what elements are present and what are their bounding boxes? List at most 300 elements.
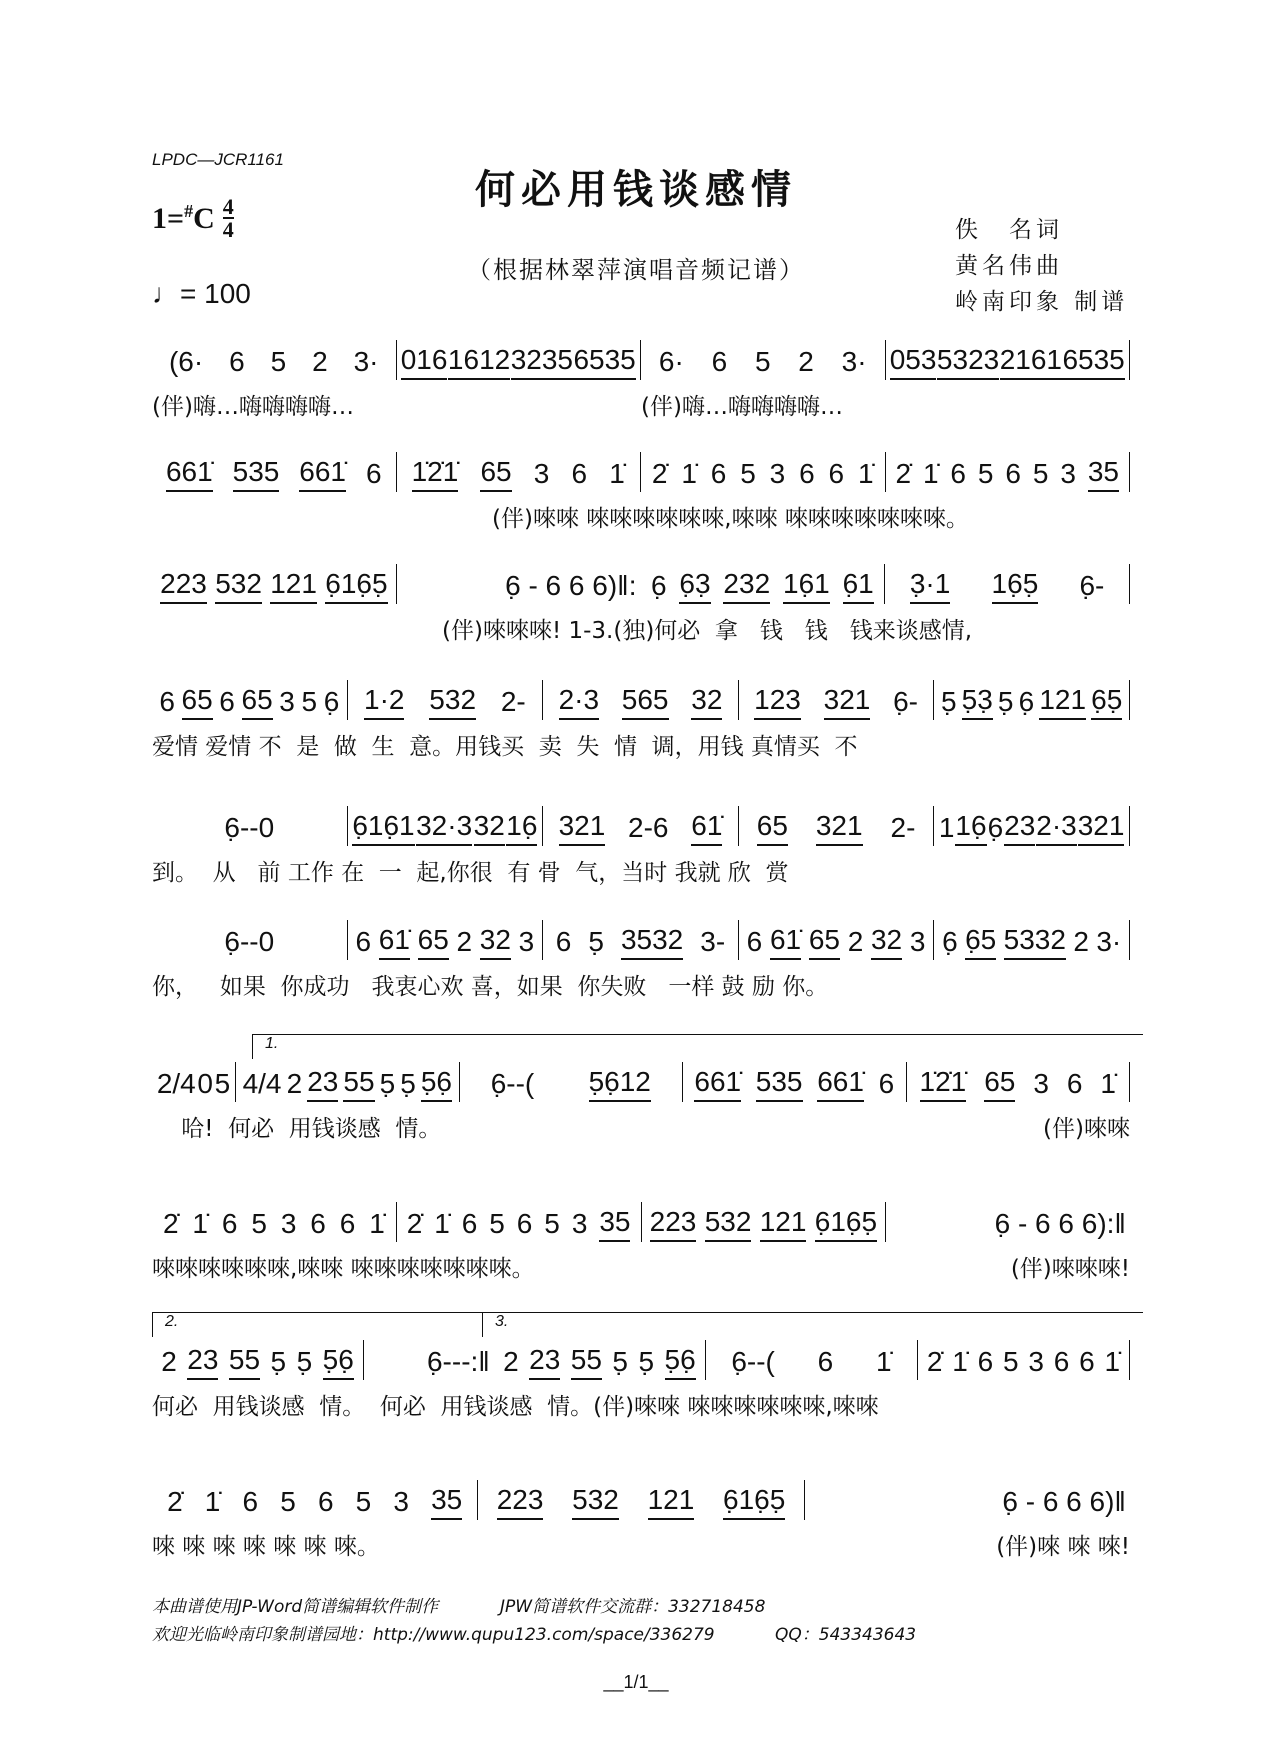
note-group: 6̣3̣ <box>679 568 710 604</box>
note-group: 6 <box>977 1346 994 1377</box>
note-group: 661̇ <box>817 1066 864 1102</box>
lyrics-line <box>152 388 1130 421</box>
tempo-value: = 100 <box>180 278 251 309</box>
note-group: 65 <box>480 456 511 492</box>
note-group: 55 <box>343 1066 374 1102</box>
volta-bracket: 2. <box>152 1312 485 1337</box>
measure <box>739 920 935 960</box>
score-row <box>152 452 1130 532</box>
measure <box>706 1340 918 1380</box>
note-group: 2 <box>798 346 814 377</box>
song-title: 何必用钱谈感情 <box>475 166 797 213</box>
note-group: 6535 <box>1062 344 1124 380</box>
note-group: 61̇ <box>770 924 801 960</box>
note-group: 32 <box>871 924 902 960</box>
notes-line <box>152 1480 1130 1520</box>
note-group: 2 <box>503 1346 519 1377</box>
note-group: 6̣16̣5̣ <box>325 568 387 604</box>
key-note: C <box>193 201 215 235</box>
measure <box>397 1202 642 1242</box>
note-group: 65 <box>242 684 273 720</box>
note-group: 32 <box>480 924 511 960</box>
note-group: 2/4 <box>156 1068 196 1099</box>
measure-with-repeat-barline: 6̣ - 6 6 6)‖ <box>1002 1486 1126 1517</box>
measure <box>886 452 1131 492</box>
note-group: 6 <box>355 926 372 957</box>
note-group: 6̣- <box>1079 570 1105 601</box>
note-group: 2- <box>500 686 526 717</box>
note-group: (6· <box>168 346 204 377</box>
lyric-text: (伴)唻唻唻! <box>1010 1256 1130 1282</box>
lyric-text: (伴)唻唻唻! 1-3.(独)何必 拿 钱 钱 钱来谈感情, <box>442 618 973 644</box>
lyric-text: 唻 唻 唻 唻 唻 唻 唻。 <box>152 1534 380 1560</box>
notes-line <box>152 920 1130 960</box>
note-group: 6̣5 <box>965 924 996 960</box>
note-group: 6̣16̣5̣ <box>815 1206 877 1242</box>
lyric-text: (伴)唻唻 唻唻唻唻唻唻,唻唻 唻唻唻唻唻唻唻。 <box>492 506 969 532</box>
measure <box>364 1340 494 1380</box>
note-group: 532 <box>572 1484 619 1520</box>
lyric-text: 到。 从 前 工作 在 一 起,你很 有 骨 气，当时 我就 欣 赏 <box>152 860 789 886</box>
lyric-text: (伴)嗨…嗨嗨嗨嗨… <box>641 394 843 420</box>
note-group: 5323 <box>937 344 999 380</box>
note-group: 55 <box>571 1344 602 1380</box>
lyrics-line <box>152 854 1130 887</box>
composer: 黄名伟曲 <box>955 253 1063 279</box>
note-group: 35 <box>431 1484 462 1520</box>
note-group: 5̣ <box>270 1346 287 1377</box>
note-group: 1 <box>938 812 955 843</box>
measure-with-repeat-barline: 6̣ - 6 6 6)‖: <box>505 570 637 601</box>
note-group: 5 <box>977 458 994 489</box>
notes-line <box>152 340 1130 380</box>
key-signature <box>152 196 234 240</box>
note-group: 1̇ <box>681 458 697 489</box>
note-group: 532 <box>705 1206 752 1242</box>
note-group: 6̣--0 <box>224 812 275 843</box>
measure <box>236 1062 459 1102</box>
note-group: 121 <box>1039 684 1086 720</box>
note-group: 5332 <box>1004 924 1066 960</box>
note-group: 65 <box>757 810 788 846</box>
song-subtitle: （根据林翠萍演唱音频记谱） <box>467 256 805 284</box>
note-group: 65 <box>809 924 840 960</box>
note-group: 6̣--( <box>490 1068 535 1099</box>
note-group: 6̣--0 <box>224 926 275 957</box>
note-group: 661̇ <box>694 1066 741 1102</box>
lyric-text: (伴)唻唻 <box>1043 1116 1130 1142</box>
note-group: 0 <box>197 1068 213 1099</box>
note-group: 65 <box>418 924 449 960</box>
note-group: 6535 <box>573 344 635 380</box>
volta-bracket: 1. <box>252 1034 1143 1059</box>
note-group: 23 <box>187 1344 218 1380</box>
measure <box>886 1202 1130 1242</box>
note-group: 5 <box>489 1208 505 1239</box>
measure <box>348 920 544 960</box>
measure <box>934 920 1130 960</box>
note-group: 661̇ <box>299 456 346 492</box>
note-group: 6 <box>817 1346 834 1377</box>
score-row <box>152 1202 1130 1282</box>
note-group: 3 <box>280 1208 297 1239</box>
volta-bracket: 3. <box>482 1312 1143 1337</box>
notes-line <box>152 1062 1130 1102</box>
note-group: 2̇ <box>651 458 668 489</box>
score-code: LPDC—JCR1161 <box>152 150 284 169</box>
note-group: 6 <box>242 1486 259 1517</box>
measure <box>642 1202 887 1242</box>
note-group: 3 <box>769 458 786 489</box>
note-group: 223 <box>650 1206 697 1242</box>
note-group: 6̣ <box>650 570 667 601</box>
note-group: 2̇ <box>895 458 912 489</box>
note-group: 232 <box>723 568 770 604</box>
note-group: 6̣ <box>987 812 1004 843</box>
note-group: 123 <box>754 684 801 720</box>
note-group: 6 <box>516 1208 533 1239</box>
note-group: 5̣6̣ <box>323 1344 354 1380</box>
note-group: 5 <box>251 1208 267 1239</box>
note-group: 3̣·1 <box>910 568 950 604</box>
note-group: 6 <box>1005 458 1021 489</box>
note-group: 6 <box>317 1486 334 1517</box>
lyrics-line <box>152 968 1130 1001</box>
footer-software: 本曲谱使用JP-Word简谱编辑软件制作 <box>152 1597 439 1617</box>
note-group: 6̣16̣5̣ <box>723 1484 785 1520</box>
note-group: 6 <box>799 458 815 489</box>
note-group: 6̣16̣1 <box>352 810 414 846</box>
note-group: 6· <box>658 346 684 377</box>
footer-website: 欢迎光临岭南印象制谱园地：http://www.qupu123.com/space/336279 <box>152 1625 715 1645</box>
credits <box>955 212 1128 320</box>
note-group: 1·2 <box>364 684 404 720</box>
note-group: 321 <box>816 810 863 846</box>
note-group: 223 <box>497 1484 544 1520</box>
note-group: 5 <box>1002 1346 1019 1377</box>
note-group: 5 <box>544 1208 560 1239</box>
note-group: 5̣ <box>940 686 957 717</box>
note-group: 6 <box>339 1208 356 1239</box>
note-group: 3· <box>1096 926 1122 957</box>
note-group: 16̣ <box>955 810 986 846</box>
lyric-text: 唻唻唻唻唻唻,唻唻 唻唻唻唻唻唻唻。 <box>152 1256 535 1282</box>
lyric-text: (伴)唻 唻 唻! <box>996 1534 1130 1560</box>
lyrics-line <box>152 1250 1130 1283</box>
note-group: 35 <box>599 1206 630 1242</box>
note-group: 6̣- <box>893 686 918 717</box>
note-group: 1̇ <box>1104 1346 1121 1377</box>
note-group: 3 <box>1028 1346 1044 1377</box>
score-row <box>152 1480 1130 1560</box>
measure <box>886 340 1131 380</box>
note-group: 1̇ <box>609 458 625 489</box>
note-group: 5̣6̣ <box>665 1344 696 1380</box>
note-group: 6 <box>310 1208 326 1239</box>
note-group: 5 <box>301 686 318 717</box>
measure <box>397 564 641 604</box>
measure <box>543 920 739 960</box>
time-top: 4 <box>222 194 234 219</box>
note-group: 6̣ <box>942 926 958 957</box>
measure <box>348 680 544 720</box>
note-group: 6 <box>571 458 588 489</box>
note-group: 535 <box>756 1066 803 1102</box>
measure-with-repeat-barline: 6̣ - 6 6 6):‖ <box>994 1208 1126 1239</box>
note-group: 3532 <box>621 924 683 960</box>
note-group: 5̣3̣ <box>962 684 993 720</box>
score-row <box>152 806 1130 886</box>
score-row <box>152 1313 1130 1420</box>
note-group: 535 <box>233 456 280 492</box>
note-group: 6̣--( <box>731 1346 775 1377</box>
note-group: 321 <box>559 810 606 846</box>
notes-line <box>152 806 1130 846</box>
notes-line <box>152 564 1130 604</box>
note-group: 321 <box>1078 810 1125 846</box>
note-group: 6̣5̣ <box>1091 684 1122 720</box>
note-group: 6 <box>365 458 382 489</box>
note-group: 32·3 <box>416 810 472 846</box>
lyric-text: (伴)嗨…嗨嗨嗨嗨… <box>152 394 354 420</box>
score-row <box>152 1035 1130 1142</box>
note-group: 532 <box>215 568 262 604</box>
note-group: 3 <box>279 686 295 717</box>
measure <box>641 452 886 492</box>
note-group: 5̣6̣12 <box>589 1066 651 1102</box>
lyric-text: 何必 用钱谈感 情。 何必 用钱谈感 情。(伴)唻唻 唻唻唻唻唻唻,唻唻 <box>152 1394 879 1420</box>
note-group: 2̇ <box>162 1208 179 1239</box>
measure <box>397 340 642 380</box>
measure <box>739 680 935 720</box>
note-group: 2̇ <box>167 1486 183 1517</box>
note-group: 3 <box>533 458 550 489</box>
note-group: 2 <box>1073 926 1089 957</box>
note-group: 532 <box>429 684 476 720</box>
note-group: 121 <box>270 568 317 604</box>
note-group: 2- <box>890 812 916 843</box>
note-group: 053 <box>890 344 937 380</box>
note-group: 5̣ <box>296 1346 313 1377</box>
note-group: 1̇ <box>952 1346 968 1377</box>
note-group: 5̣ <box>400 1068 416 1099</box>
note-group: 4/4 <box>242 1068 282 1099</box>
notes-line <box>152 1340 1130 1380</box>
measure <box>348 806 544 846</box>
note-group: 5 <box>740 458 756 489</box>
note-group: 3235 <box>511 344 573 380</box>
lyric-text: 你， 如果 你成功 我衷心欢 喜，如果 你失败 一样 鼓 励 你。 <box>152 974 829 1000</box>
note-group: 3· <box>353 346 379 377</box>
note-group: 2̇ <box>406 1208 423 1239</box>
note-group: 1̇ <box>369 1208 385 1239</box>
note-group: 2̇ <box>926 1346 943 1377</box>
note-group: 3 <box>1060 458 1076 489</box>
measure <box>885 564 1130 604</box>
lyrics-line <box>152 500 1130 533</box>
note-group: 5̣6̣ <box>421 1066 452 1102</box>
note-group: 1̇ <box>204 1486 221 1517</box>
note-group: 223 <box>160 568 207 604</box>
note-group: 65 <box>182 684 213 720</box>
note-group: 3 <box>518 926 535 957</box>
measure <box>907 1062 1130 1102</box>
note-group: 32 <box>691 684 722 720</box>
note-group: 6 <box>710 458 727 489</box>
note-group: 5̣ <box>379 1068 396 1099</box>
score-row <box>152 564 1130 644</box>
note-group: 5̣ <box>612 1346 628 1377</box>
note-group: 1̇2̇1̇ <box>412 456 459 492</box>
note-group: 3- <box>700 926 726 957</box>
note-group: 1̇ <box>192 1208 208 1239</box>
note-group: 016 <box>401 344 448 380</box>
note-group: 6̣1 <box>843 568 874 604</box>
note-group: 2 <box>456 926 473 957</box>
measure <box>494 1340 706 1380</box>
note-group: 5 <box>270 346 287 377</box>
note-group: 1̇ <box>1100 1068 1116 1099</box>
key-prefix: 1= <box>152 201 185 235</box>
measure <box>152 1480 478 1520</box>
note-group: 1̇ <box>876 1346 892 1377</box>
note-group: 1612 <box>448 344 510 380</box>
note-group: 1̇ <box>922 458 939 489</box>
lyrics-line <box>152 728 1130 761</box>
measure <box>152 1340 364 1380</box>
note-group: 6 <box>221 1208 238 1239</box>
note-group: 5 <box>754 346 771 377</box>
note-group: 565 <box>622 684 669 720</box>
measure <box>805 1480 1130 1520</box>
note-group: 61̇ <box>691 810 722 846</box>
measure <box>934 680 1130 720</box>
note-group: 6 <box>555 926 572 957</box>
note-group: 6 <box>1066 1068 1083 1099</box>
note-group: 5 <box>1032 458 1049 489</box>
measure <box>739 806 935 846</box>
note-group: 3 <box>571 1208 588 1239</box>
note-group: 5̣ <box>588 926 604 957</box>
note-group: 6 <box>711 346 728 377</box>
measure <box>918 1340 1130 1380</box>
note-group: 6 <box>878 1068 895 1099</box>
arranger: 岭南印象 制谱 <box>955 289 1129 315</box>
note-group: 3 <box>909 926 926 957</box>
note-group: 6 <box>950 458 966 489</box>
note-group: 1̇2̇1̇ <box>920 1066 967 1102</box>
note-group: 6 <box>229 346 245 377</box>
note-group: 5 <box>280 1486 296 1517</box>
footer-qq: QQ：543343643 <box>775 1625 917 1645</box>
note-group: 6 <box>159 686 175 717</box>
notes-line <box>152 680 1130 720</box>
measure <box>478 1480 804 1520</box>
lyricist: 佚 名词 <box>955 217 1063 243</box>
note-group: 3 <box>1033 1068 1049 1099</box>
measure <box>152 452 397 492</box>
note-group: 121 <box>648 1484 695 1520</box>
measure <box>152 806 348 846</box>
lyrics-line <box>152 1110 1130 1143</box>
note-group: 6 <box>1053 1346 1070 1377</box>
measure <box>152 340 397 380</box>
lyric-text: 爱情 爱情 不 是 做 生 意。用钱买 卖 失 情 调，用钱 真情买 不 <box>152 734 858 760</box>
notes-line <box>152 452 1130 492</box>
measure <box>460 1062 683 1102</box>
note-group: 3· <box>841 346 867 377</box>
lyrics-line <box>152 612 1130 645</box>
measure <box>152 1062 236 1102</box>
measure <box>152 1202 397 1242</box>
note-group: 23 <box>1004 810 1035 846</box>
note-group: 2 <box>286 1068 303 1099</box>
note-group: 5 <box>214 1068 231 1099</box>
note-group: 2 <box>161 1346 177 1377</box>
measure <box>934 806 1130 846</box>
measure <box>152 564 397 604</box>
measure <box>641 564 886 604</box>
note-group: 1̇ <box>857 458 874 489</box>
measure-with-repeat-barline: 6̣---:‖ <box>426 1346 490 1377</box>
quarter-note-icon: ♩ <box>152 278 180 309</box>
note-group: 3 <box>393 1486 409 1517</box>
note-group: 32 <box>474 810 505 846</box>
note-group: 6 <box>828 458 845 489</box>
measure <box>152 680 348 720</box>
note-group: 2161 <box>1000 344 1062 380</box>
note-group: 6̣ <box>323 686 340 717</box>
measure <box>543 680 739 720</box>
note-group: 6̣ <box>1018 686 1035 717</box>
page-number: __1/1__ <box>603 1672 669 1692</box>
footer-group: JPW简谱软件交流群：332718458 <box>500 1597 766 1617</box>
note-group: 121 <box>760 1206 807 1242</box>
lyrics-line <box>152 1528 1130 1561</box>
measure <box>152 920 348 960</box>
score-row <box>152 340 1130 420</box>
lyrics-line <box>152 1388 1130 1421</box>
measure <box>683 1062 906 1102</box>
note-group: 61̇ <box>379 924 410 960</box>
score-row <box>152 920 1130 1000</box>
note-group: 23 <box>307 1066 338 1102</box>
note-group: 5̣ <box>638 1346 655 1377</box>
time-bottom: 4 <box>222 217 234 242</box>
note-group: 2·3 <box>1036 810 1076 846</box>
note-group: 23 <box>529 1344 560 1380</box>
note-group: 5̣ <box>997 686 1014 717</box>
measure <box>641 340 886 380</box>
note-group: 1̇ <box>434 1208 450 1239</box>
note-group: 2·3 <box>559 684 599 720</box>
note-group: 2 <box>312 346 328 377</box>
note-group: 16̣1 <box>783 568 830 604</box>
sharp-icon: # <box>184 200 194 221</box>
note-group: 321 <box>824 684 871 720</box>
notes-line <box>152 1202 1130 1242</box>
note-group: 6 <box>1079 1346 1095 1377</box>
note-group: 16̣ <box>506 810 537 846</box>
note-group: 6 <box>461 1208 478 1239</box>
note-group: 5 <box>355 1486 372 1517</box>
tempo-marking <box>152 278 251 310</box>
note-group: 661̇ <box>166 456 213 492</box>
note-group: 2 <box>847 926 864 957</box>
note-group: 6 <box>219 686 235 717</box>
note-group: 2-6 <box>628 812 669 843</box>
note-group: 55 <box>229 1344 260 1380</box>
